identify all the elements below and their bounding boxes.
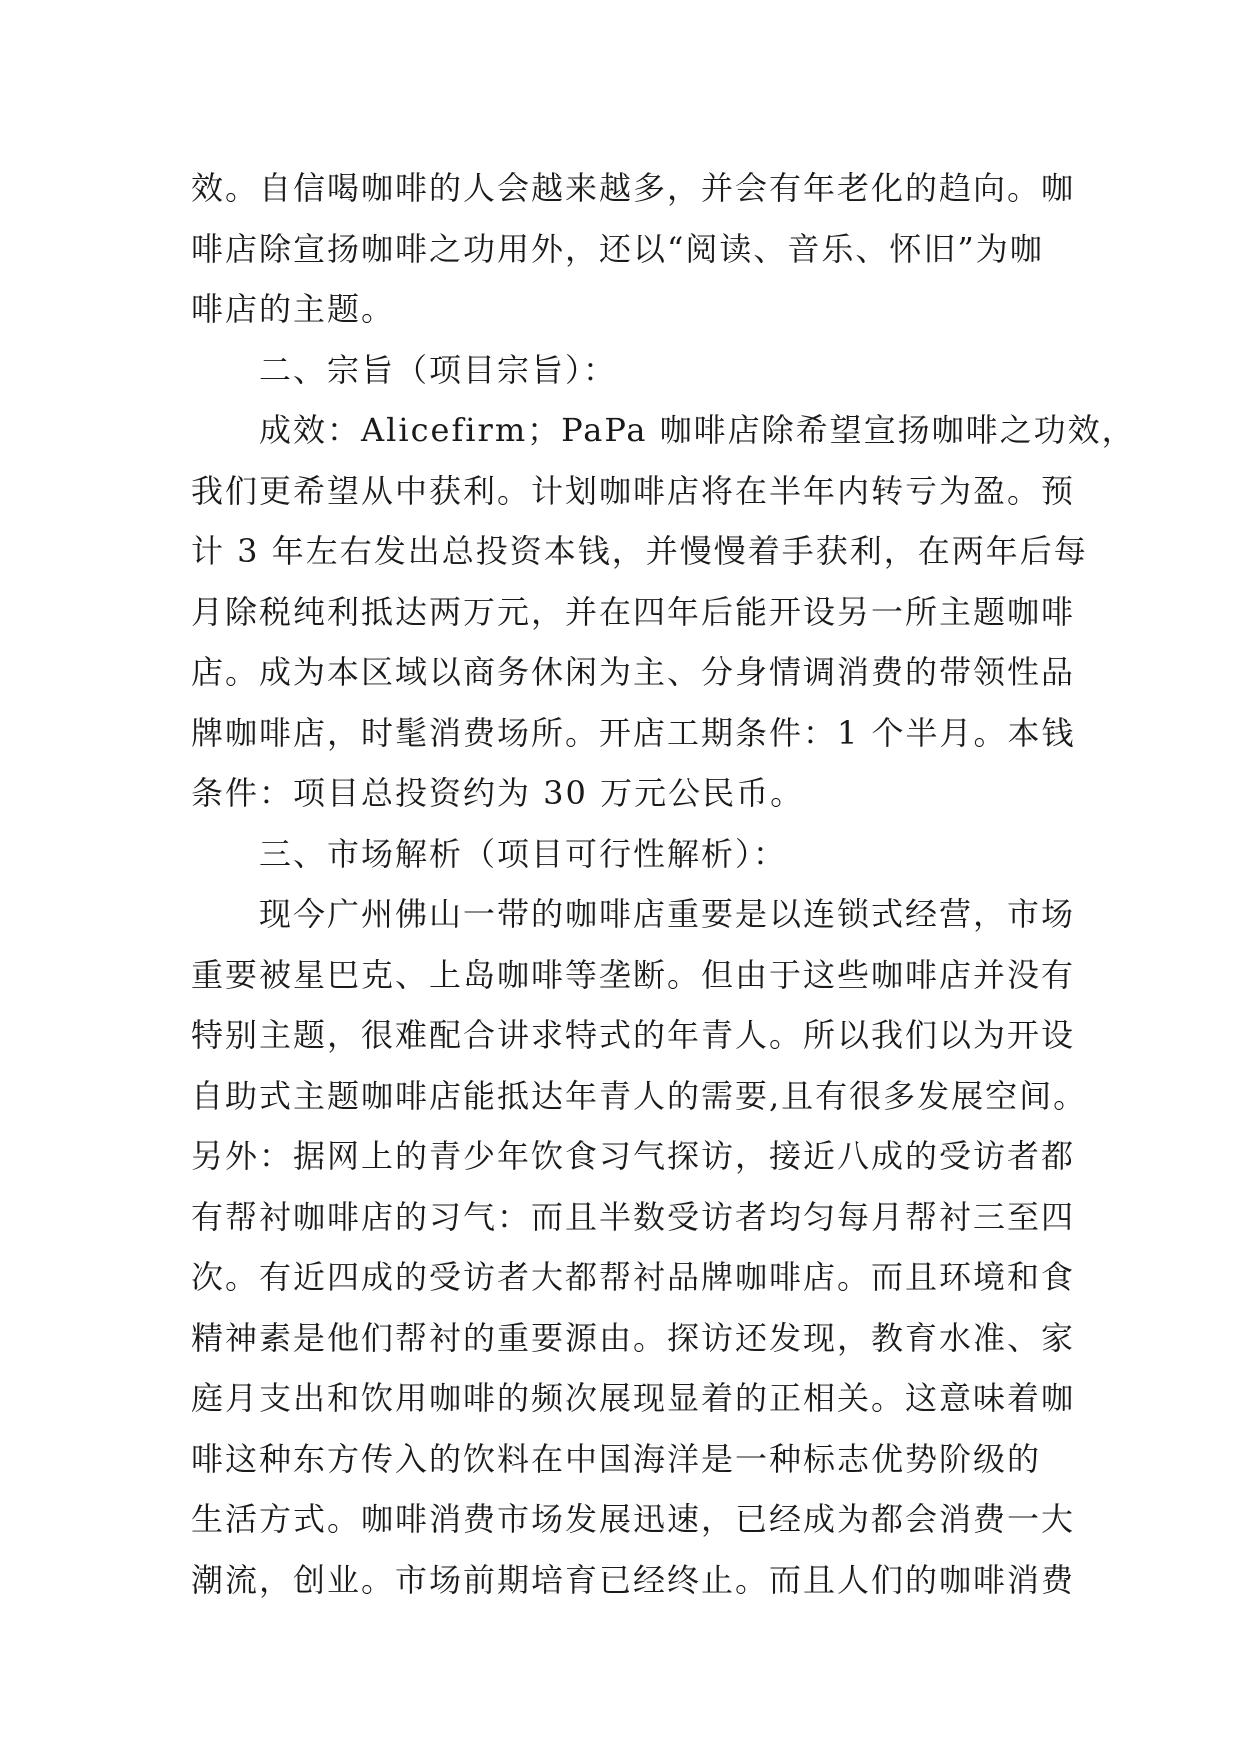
- text-line: 有帮衬咖啡店的习气：而且半数受访者均匀每月帮衬三至四: [191, 1197, 1076, 1236]
- section-heading: 二、宗旨（项目宗旨）：: [191, 350, 618, 389]
- text-line: 啡店的主题。: [191, 290, 396, 328]
- text-line: 生活方式。咖啡消费市场发展迅速，已经成为都会消费一大: [191, 1500, 1076, 1538]
- text-line: 自助式主题咖啡店能抵达年青人的需要,且有很多发展空间。: [191, 1076, 1088, 1115]
- text-line: 另外：据网上的青少年饮食习气探访，接近八成的受访者都: [191, 1137, 1076, 1175]
- text-line: 我们更希望从中获利。计划咖啡店将在半年内转亏为盈。预: [191, 471, 1076, 510]
- text-line: 牌咖啡店，时髦消费场所。开店工期条件：1 个半月。本钱: [191, 713, 1076, 752]
- text-line: 精神素是他们帮衬的重要源由。探访还发现，教育水准、家: [191, 1318, 1076, 1357]
- text-line: 效。自信喝咖啡的人会越来越多，并会有年老化的趋向。咖: [191, 169, 1076, 207]
- text-line: 啡店除宣扬咖啡之功用外，还以“阅读、音乐、怀旧”为咖: [191, 229, 1044, 268]
- text-line: 啡这种东方传入的饮料在中国海洋是一种标志优势阶级的: [191, 1439, 1042, 1478]
- document-body: [191, 158, 1136, 1610]
- text-line: 特别主题，很难配合讲求特式的年青人。所以我们以为开设: [191, 1016, 1076, 1054]
- text-line: 月除税纯利抵达两万元，并在四年后能开设另一所主题咖啡: [191, 592, 1076, 631]
- section-heading: 三、市场解析（项目可行性解析）：: [191, 834, 788, 873]
- text-line: 计 3 年左右发出总投资本钱，并慢慢着手获利，在两年后每: [191, 532, 1088, 570]
- text-line: 店。成为本区域以商务休闲为主、分身情调消费的带领性品: [191, 653, 1076, 691]
- text-line: 庭月支出和饮用咖啡的频次展现显着的正相关。这意味着咖: [191, 1379, 1076, 1417]
- text-line: 次。有近四成的受访者大都帮衬品牌咖啡店。而且环境和食: [191, 1258, 1076, 1296]
- text-line: 重要被星巴克、上岛咖啡等垄断。但由于这些咖啡店并没有: [191, 955, 1076, 994]
- text-line: 现今广州佛山一带的咖啡店重要是以连锁式经营，市场: [191, 895, 1076, 933]
- text-line: 条件：项目总投资约为 30 万元公民币。: [191, 774, 805, 812]
- text-line: 潮流，创业。市场前期培育已经终止。而且人们的咖啡消费: [191, 1560, 1076, 1599]
- text-line: 成效：Alicefirm；PaPa 咖啡店除希望宣扬咖啡之功效，: [191, 411, 1136, 449]
